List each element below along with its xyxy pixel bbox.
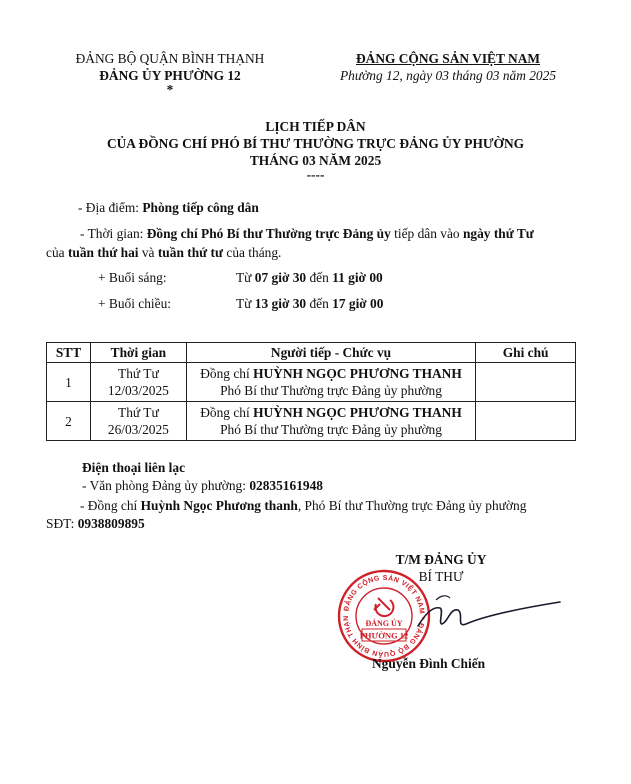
- row-date: 26/03/2025: [107, 422, 169, 437]
- table-row: [47, 402, 576, 441]
- row-person-name: HUỲNH NGỌC PHƯƠNG THANH: [253, 366, 462, 381]
- time-end: của tháng.: [223, 245, 282, 260]
- contact-heading: Điện thoại liên lạc: [82, 460, 186, 475]
- seal-center-line-1: ĐẢNG ỦY: [365, 619, 403, 628]
- column-header-time: Thời gian: [90, 343, 186, 363]
- time-of: của: [46, 245, 68, 260]
- afternoon-start: 13 giờ 30: [254, 296, 307, 311]
- row-date: 12/03/2025: [107, 383, 169, 398]
- contact-person-prefix: - Đồng chí: [80, 498, 141, 513]
- issuer-block: [40, 50, 300, 96]
- afternoon-hours: [236, 296, 383, 312]
- row-person-line: [187, 365, 475, 382]
- table-row: [47, 363, 576, 402]
- location-line: [78, 200, 259, 216]
- afternoon-from: Từ: [236, 296, 255, 311]
- location-label: - Địa điểm:: [78, 200, 143, 215]
- title-line-3: THÁNG 03 NĂM 2025: [249, 153, 382, 168]
- contact-office-label: - Văn phòng Đảng ủy phường:: [82, 478, 250, 493]
- afternoon-label: + Buổi chiều:: [98, 296, 172, 311]
- row-day: Thứ Tư: [118, 405, 159, 420]
- signature-stroke-svg: [410, 588, 580, 638]
- row-note: [476, 402, 576, 441]
- time-who: Đồng chí Phó Bí thư Thường trực Đảng ủy: [146, 226, 391, 241]
- contact-sdt-label: SĐT:: [46, 516, 78, 531]
- contact-person-line: [80, 498, 526, 514]
- issuer-party-committee: ĐẢNG BỘ QUẬN BÌNH THẠNH: [75, 51, 265, 66]
- time-and: và: [138, 245, 158, 260]
- seal-center-line-2: PHƯỜNG 12: [359, 630, 409, 641]
- morning-to: đến: [306, 270, 333, 285]
- signature-title: T/M ĐẢNG ỦY: [395, 552, 487, 567]
- document-title: [40, 118, 591, 181]
- contact-office-phone: 02835161948: [249, 478, 323, 493]
- morning-label: + Buổi sáng:: [98, 270, 167, 285]
- time-week-4: tuần thứ tư: [157, 245, 224, 260]
- column-header-stt: STT: [47, 343, 91, 363]
- place-date: Phường 12, ngày 03 tháng 03 năm 2025: [339, 68, 557, 83]
- afternoon-end: 17 giờ 00: [332, 296, 384, 311]
- row-person: [186, 402, 475, 441]
- row-person-prefix: Đồng chí: [200, 366, 254, 381]
- morning-from: Từ: [236, 270, 255, 285]
- handwritten-signature: [410, 588, 580, 642]
- issuer-star: *: [166, 82, 174, 97]
- title-line-2: CỦA ĐỒNG CHÍ PHÓ BÍ THƯ THƯỜNG TRỰC ĐẢNG ỦY PHƯỜNG: [106, 136, 525, 151]
- contact-person-name: Huỳnh Ngọc Phương thanh: [140, 498, 298, 513]
- time-week-2: tuần thứ hai: [67, 245, 139, 260]
- title-divider: ----: [306, 167, 325, 182]
- time-day: ngày thứ Tư: [462, 226, 534, 241]
- row-position: Phó Bí thư Thường trực Đảng ủy phường: [220, 422, 442, 437]
- row-person-name: HUỲNH NGỌC PHƯƠNG THANH: [253, 405, 462, 420]
- schedule-table: [46, 342, 576, 441]
- time-line-1: [80, 226, 534, 242]
- party-name: ĐẢNG CỘNG SẢN VIỆT NAM: [355, 51, 541, 66]
- row-time: [90, 402, 186, 441]
- row-stt: 2: [47, 402, 91, 441]
- contact-office-line: [82, 478, 323, 494]
- time-line-2: [46, 245, 281, 261]
- table-header-row: [47, 343, 576, 363]
- row-position: Phó Bí thư Thường trực Đảng ủy phường: [220, 383, 442, 398]
- seal-ring-text: ĐẢNG CỘNG SẢN VIỆT NAM * ĐẢNG BỘ QUẬN BÌNH THẠN: [342, 574, 426, 658]
- contact-person-role: , Phó Bí thư Thường trực Đảng ủy phường: [297, 498, 527, 513]
- row-person: [186, 363, 475, 402]
- signer-name: Nguyễn Đình Chiến: [372, 656, 486, 671]
- row-person-prefix: Đồng chí: [200, 405, 254, 420]
- contact-sdt-value: 0938809895: [77, 516, 145, 531]
- row-note: [476, 363, 576, 402]
- time-label: - Thời gian:: [80, 226, 147, 241]
- signature-position: BÍ THƯ: [418, 569, 464, 584]
- title-line-1: LỊCH TIẾP DÂN: [265, 119, 366, 134]
- morning-hours: [236, 270, 383, 286]
- row-stt: 1: [47, 363, 91, 402]
- location-value: Phòng tiếp công dân: [142, 200, 259, 215]
- morning-start: 07 giờ 30: [254, 270, 307, 285]
- issuer-ward-committee: ĐẢNG ỦY PHƯỜNG 12: [99, 68, 241, 83]
- morning-end: 11 giờ 00: [332, 270, 383, 285]
- hammer-sickle-icon: [374, 598, 393, 616]
- row-time: [90, 363, 186, 402]
- column-header-note: Ghi chú: [476, 343, 576, 363]
- row-person-line: [187, 404, 475, 421]
- afternoon-to: đến: [306, 296, 333, 311]
- time-mid: tiếp dân vào: [390, 226, 463, 241]
- national-header: [308, 50, 588, 84]
- column-header-person: Người tiếp - Chức vụ: [186, 343, 475, 363]
- row-day: Thứ Tư: [118, 366, 159, 381]
- contact-sdt-line: [46, 516, 145, 532]
